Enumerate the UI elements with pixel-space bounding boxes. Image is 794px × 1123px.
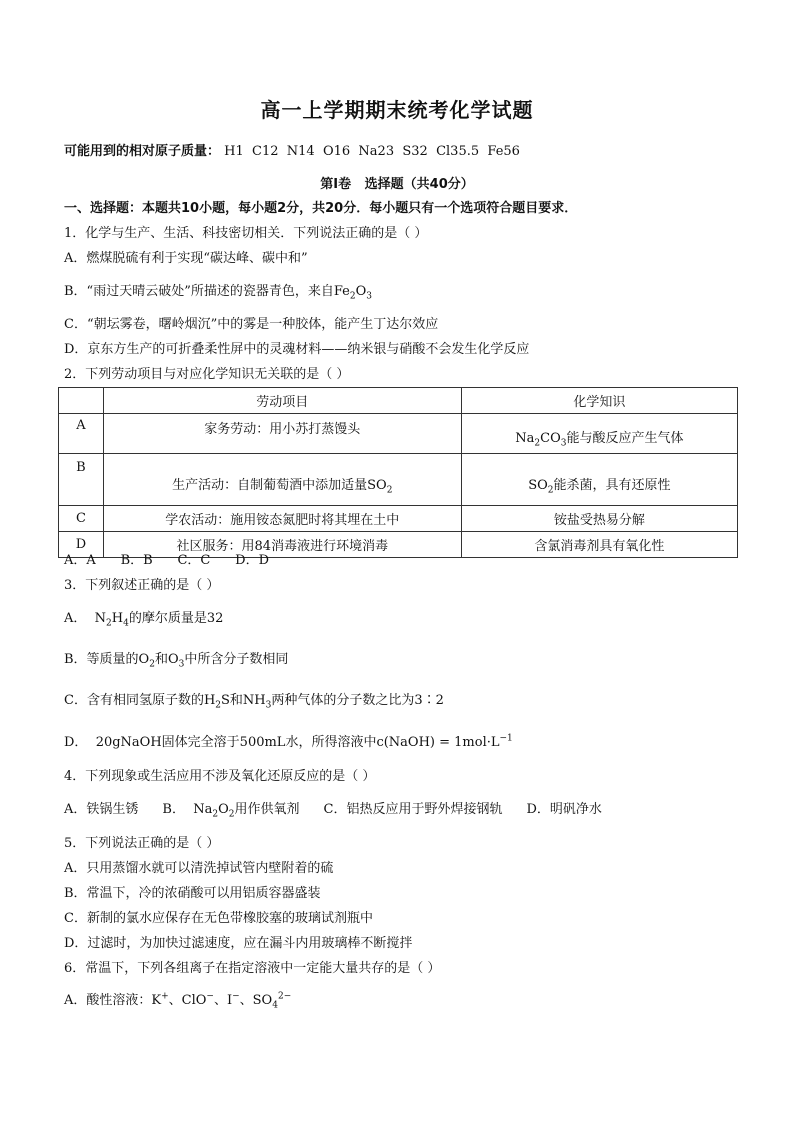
atomic-masses — [64, 140, 520, 159]
table-cell-labor: 社区服务：用84消毒液进行环境消毒 — [103, 532, 461, 558]
q1-option-d: D．京东方生产的可折叠柔性屏中的灵魂材料——纳米银与硝酸不会发生化学反应 — [64, 342, 530, 357]
q2-table — [58, 387, 738, 558]
table-header-cell — [59, 388, 104, 414]
q1-stem: 1．化学与生产、生活、科技密切相关．下列说法正确的是（ ） — [64, 226, 428, 241]
q3-option-d: D． 20gNaOH固体完全溶于500mL水，所得溶液中c(NaOH) = $1mol\cdot L^{-1}$ — [64, 733, 513, 750]
table-header-cell: 化学知识 — [461, 388, 737, 414]
q5-option-b: B．常温下，冷的浓硝酸可以用铝质容器盛装 — [64, 886, 321, 901]
table-cell-labor: 生产活动：自制葡萄酒中添加适量$SO_2$ — [103, 454, 461, 506]
q4-options — [64, 801, 602, 819]
table-cell-knowledge: 铵盐受热易分解 — [461, 506, 737, 532]
page-title: 高一上学期期末统考化学试题 — [260, 98, 534, 122]
table-cell-option: B — [59, 454, 104, 506]
q1-option-a: A．燃煤脱硫有利于实现“碳达峰、碳中和” — [64, 251, 308, 266]
q2-stem: 2．下列劳动项目与对应化学知识无关联的是（ ） — [64, 367, 350, 382]
table-cell-knowledge: 含氯消毒剂具有氧化性 — [461, 532, 737, 558]
q3-option-b: B．等质量的$O_2$和$O_3$中所含分子数相同 — [64, 652, 289, 670]
table-cell-labor: 家务劳动：用小苏打蒸馒头 — [103, 414, 461, 454]
atomic-masses-values: H1 C12 N14 O16 Na23 S32 Cl35.5 Fe56 — [224, 144, 520, 159]
table-cell-option: D — [59, 532, 104, 558]
q5-option-c: C．新制的氯水应保存在无色带橡胶塞的玻璃试剂瓶中 — [64, 911, 373, 926]
q5-option-a: A．只用蒸馏水就可以清洗掉试管内壁附着的硫 — [64, 861, 334, 876]
q4-option-a: A．铁锅生锈 — [64, 802, 139, 817]
q6-option-a: A．酸性溶液：K+、ClO−、I−、$SO_4^{2-}$ — [64, 991, 292, 1011]
q4-option-d: D．明矾净水 — [526, 802, 602, 817]
q3-stem: 3．下列叙述正确的是（ ） — [64, 578, 220, 593]
table-cell-knowledge: $SO_2$能杀菌，具有还原性 — [461, 454, 737, 506]
q6-stem: 6．常温下，下列各组离子在指定溶液中一定能大量共存的是（ ） — [64, 961, 441, 976]
q3-option-a: A． $N_2H_4$的摩尔质量是32 — [64, 611, 224, 629]
table-cell-option: C — [59, 506, 104, 532]
atomic-masses-label: 可能用到的相对原子质量： — [64, 144, 221, 159]
q2-options: A．A B．B C．C D．D — [64, 553, 270, 568]
q1-option-c: C．“朝坛雾卷，曙岭烟沉”中的雾是一种胶体，能产生丁达尔效应 — [64, 317, 439, 332]
q1-option-b: B．“雨过天晴云破处”所描述的瓷器青色，来自$Fe_2O_3$ — [64, 284, 372, 302]
q4-option-c: C．铝热反应用于野外焊接钢轨 — [323, 802, 503, 817]
table-header-row — [59, 388, 738, 414]
q5-stem: 5．下列说法正确的是（ ） — [64, 836, 220, 851]
table-row — [59, 506, 738, 532]
section-instruction: 一、选择题：本题共10小题，每小题2分，共20分．每小题只有一个选项符合题目要求． — [64, 201, 578, 216]
q3-option-c: C．含有相同氢原子数的$H_2S$和$NH_3$两种气体的分子数之比为3∶2 — [64, 693, 444, 711]
section-title: 第Ⅰ卷 选择题（共40分） — [320, 177, 474, 192]
table-cell-knowledge: $Na_2CO_3$能与酸反应产生气体 — [461, 414, 737, 454]
table-header-cell: 劳动项目 — [103, 388, 461, 414]
table-row — [59, 414, 738, 454]
q4-stem: 4．下列现象或生活应用不涉及氧化还原反应的是（ ） — [64, 769, 376, 784]
table-row — [59, 454, 738, 506]
table-cell-labor: 学农活动：施用铵态氮肥时将其埋在土中 — [103, 506, 461, 532]
table-cell-option: A — [59, 414, 104, 454]
q4-option-b: B． $Na_2O_2$用作供氧剂 — [162, 802, 300, 820]
q5-option-d: D．过滤时，为加快过滤速度，应在漏斗内用玻璃棒不断搅拌 — [64, 936, 413, 951]
